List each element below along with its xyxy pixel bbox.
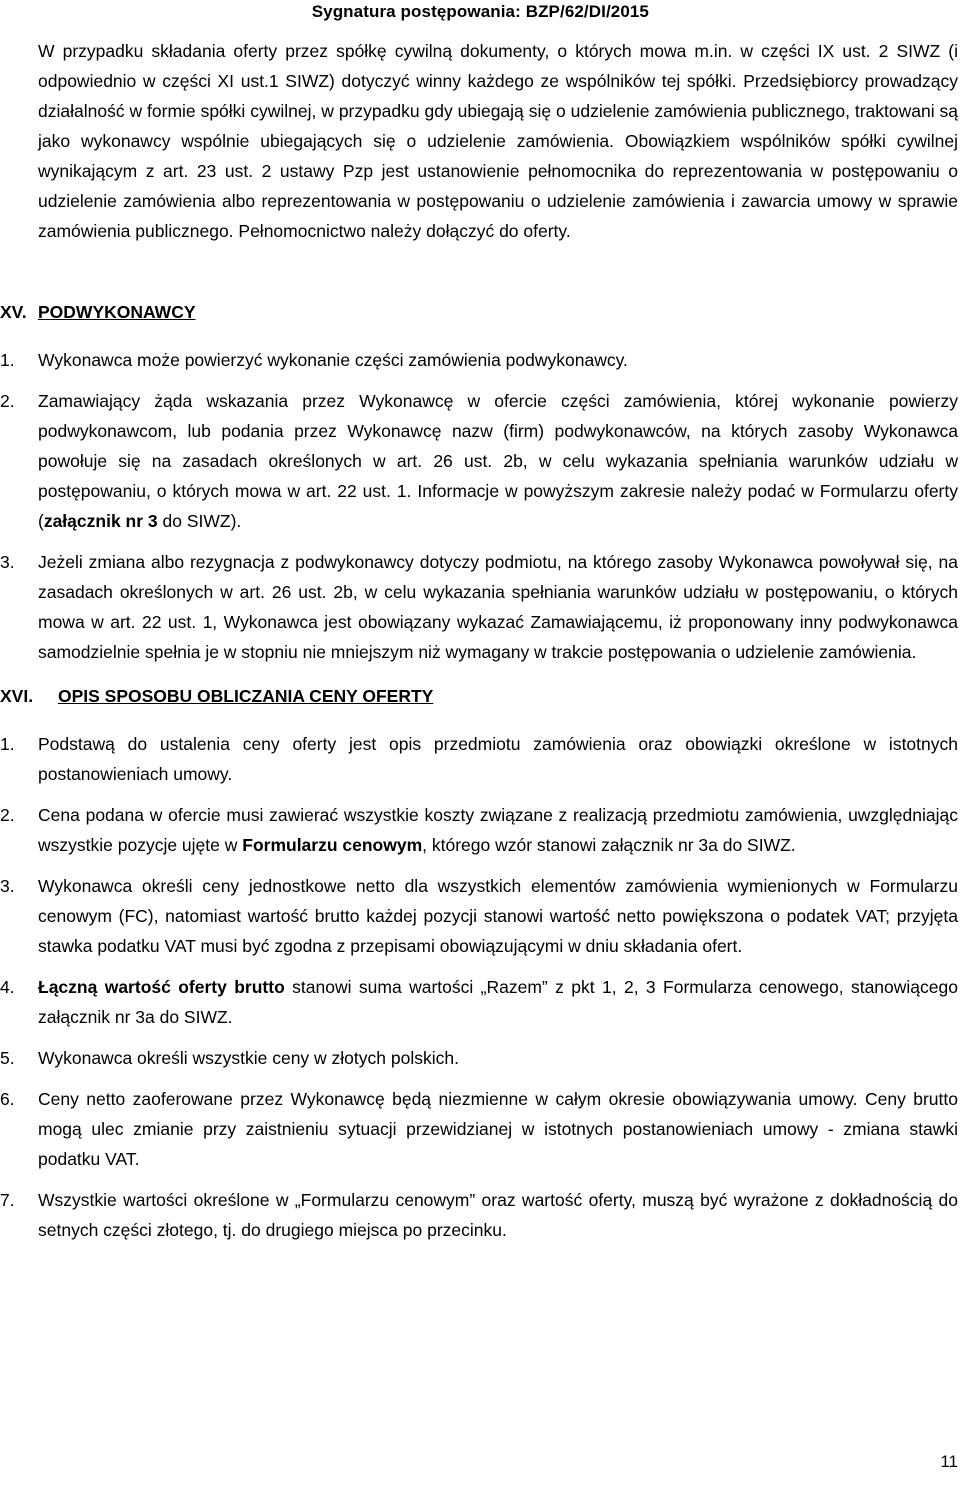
section-xv-heading xyxy=(0,297,958,327)
item-text: Podstawą do ustalenia ceny oferty jest opis przedmiotu zamówienia oraz obowiązki określone w istotnych postanowieniach umowy. xyxy=(38,734,958,784)
item-text: Jeżeli zmiana albo rezygnacja z podwykonawcy dotyczy podmiotu, na którego zasoby Wykonawca powoływał się, na zasadach określonych w art. 26 ust. 2b, w celu wykazania spełniania warunków udziału w postępowaniu, o których mowa w art. 22 ust. 1, Wykonawca jest obowiązany wykazać Zamawiającemu, iż proponowany inny podwykonawca samodzielnie spełnia je w stopniu nie mniejszym niż wymagany w trakcie postępowania o udzielenie zamówienia. xyxy=(38,552,958,662)
list-item xyxy=(0,345,958,375)
item-number: 7. xyxy=(0,1190,15,1210)
intro-paragraph: W przypadku składania oferty przez spółkę cywilną dokumenty, o których mowa m.in. w części IX ust. 2 SIWZ (i odpowiednio w części XI ust.1 SIWZ) dotyczyć winny każdego ze wspólników tej spółki. Przedsiębiorcy prowadzący działalność w formie spółki cywilnej, w przypadku gdy ubiegają się o udzielenie zamówienia publicznego, traktowani są jako wykonawcy wspólnie ubiegających się o udzielenie zamówienia. Obowiązkiem wspólników spółki cywilnej wynikającym z art. 23 ust. 2 ustawy Pzp jest ustanowienie pełnomocnika do reprezentowania w postępowaniu o udzielenie zamówienia albo reprezentowania w postępowaniu o udzielenie zamówienia i zawarcia umowy w sprawie zamówienia publicznego. Pełnomocnictwo należy dołączyć do oferty. xyxy=(38,41,958,241)
item-number: 2. xyxy=(0,805,15,825)
item-text: Wszystkie wartości określone w „Formularzu cenowym” oraz wartość oferty, muszą być wyrażone z dokładnością do setnych części złotego, tj. do drugiego miejsca po przecinku. xyxy=(38,1190,958,1240)
document-signature: Sygnatura postępowania: BZP/62/DI/2015 xyxy=(311,2,649,21)
item-text: Łączną wartość oferty brutto stanowi suma wartości „Razem” z pkt 1, 2, 3 Formularza cenowego, stanowiącego załącznik nr 3a do SIWZ. xyxy=(38,977,958,1027)
list-item xyxy=(0,1084,958,1174)
item-number: 3. xyxy=(0,876,15,896)
document-body xyxy=(0,36,958,1256)
item-number: 6. xyxy=(0,1089,15,1109)
list-item xyxy=(0,1185,958,1245)
item-number: 5. xyxy=(0,1048,15,1068)
item-number: 3. xyxy=(0,552,15,572)
item-text: Wykonawca określi ceny jednostkowe netto dla wszystkich elementów zamówienia wymienionych w Formularzu cenowym (FC), natomiast wartość brutto każdej pozycji stanowi wartość netto powiększona o podatek VAT; przyjęta stawka podatku VAT musi być zgodna z przepisami obowiązującymi w dniu składania ofert. xyxy=(38,876,958,956)
list-item xyxy=(0,547,958,667)
section-xvi-heading xyxy=(0,681,958,711)
list-item xyxy=(0,729,958,789)
page-number: 11 xyxy=(940,1452,958,1471)
item-text: Zamawiający żąda wskazania przez Wykonawcę w ofercie części zamówienia, której wykonanie powierzy podwykonawcom, lub podania przez Wykonawcę nazw (firm) podwykonawców, na których zasoby Wykonawca powołuje się na zasadach określonych w art. 26 ust. 2b, w celu wykazania spełniania warunków udziału w postępowaniu, o których mowa w art. 22 ust. 1. Informacje w powyższym zakresie należy podać w Formularzu oferty (załącznik nr 3 do SIWZ). xyxy=(38,391,958,531)
section-title: PODWYKONAWCY xyxy=(38,302,196,322)
item-number: 1. xyxy=(0,350,15,370)
item-text: Wykonawca określi wszystkie ceny w złotych polskich. xyxy=(38,1048,459,1068)
list-item xyxy=(0,386,958,536)
item-number: 1. xyxy=(0,734,15,754)
item-number: 4. xyxy=(0,977,15,997)
item-text: Cena podana w ofercie musi zawierać wszystkie koszty związane z realizacją przedmiotu zamówienia, uwzględniając wszystkie pozycje ujęte w Formularzu cenowym, którego wzór stanowi załącznik nr 3a do SIWZ. xyxy=(38,805,958,855)
item-number: 2. xyxy=(0,391,15,411)
item-text: Ceny netto zaoferowane przez Wykonawcę będą niezmienne w całym okresie obowiązywania umowy. Ceny brutto mogą ulec zmianie przy zaistnieniu sytuacji przewidzianej w istotnych postanowieniach umowy - zmiana stawki podatku VAT. xyxy=(38,1089,958,1169)
section-title: OPIS SPOSOBU OBLICZANIA CENY OFERTY xyxy=(58,686,434,706)
section-number: XVI. xyxy=(0,686,34,706)
list-item xyxy=(0,800,958,860)
list-item xyxy=(0,871,958,961)
list-item xyxy=(0,1043,958,1073)
item-text: Wykonawca może powierzyć wykonanie części zamówienia podwykonawcy. xyxy=(38,350,628,370)
list-item xyxy=(0,972,958,1032)
section-number: XV. xyxy=(0,302,27,322)
